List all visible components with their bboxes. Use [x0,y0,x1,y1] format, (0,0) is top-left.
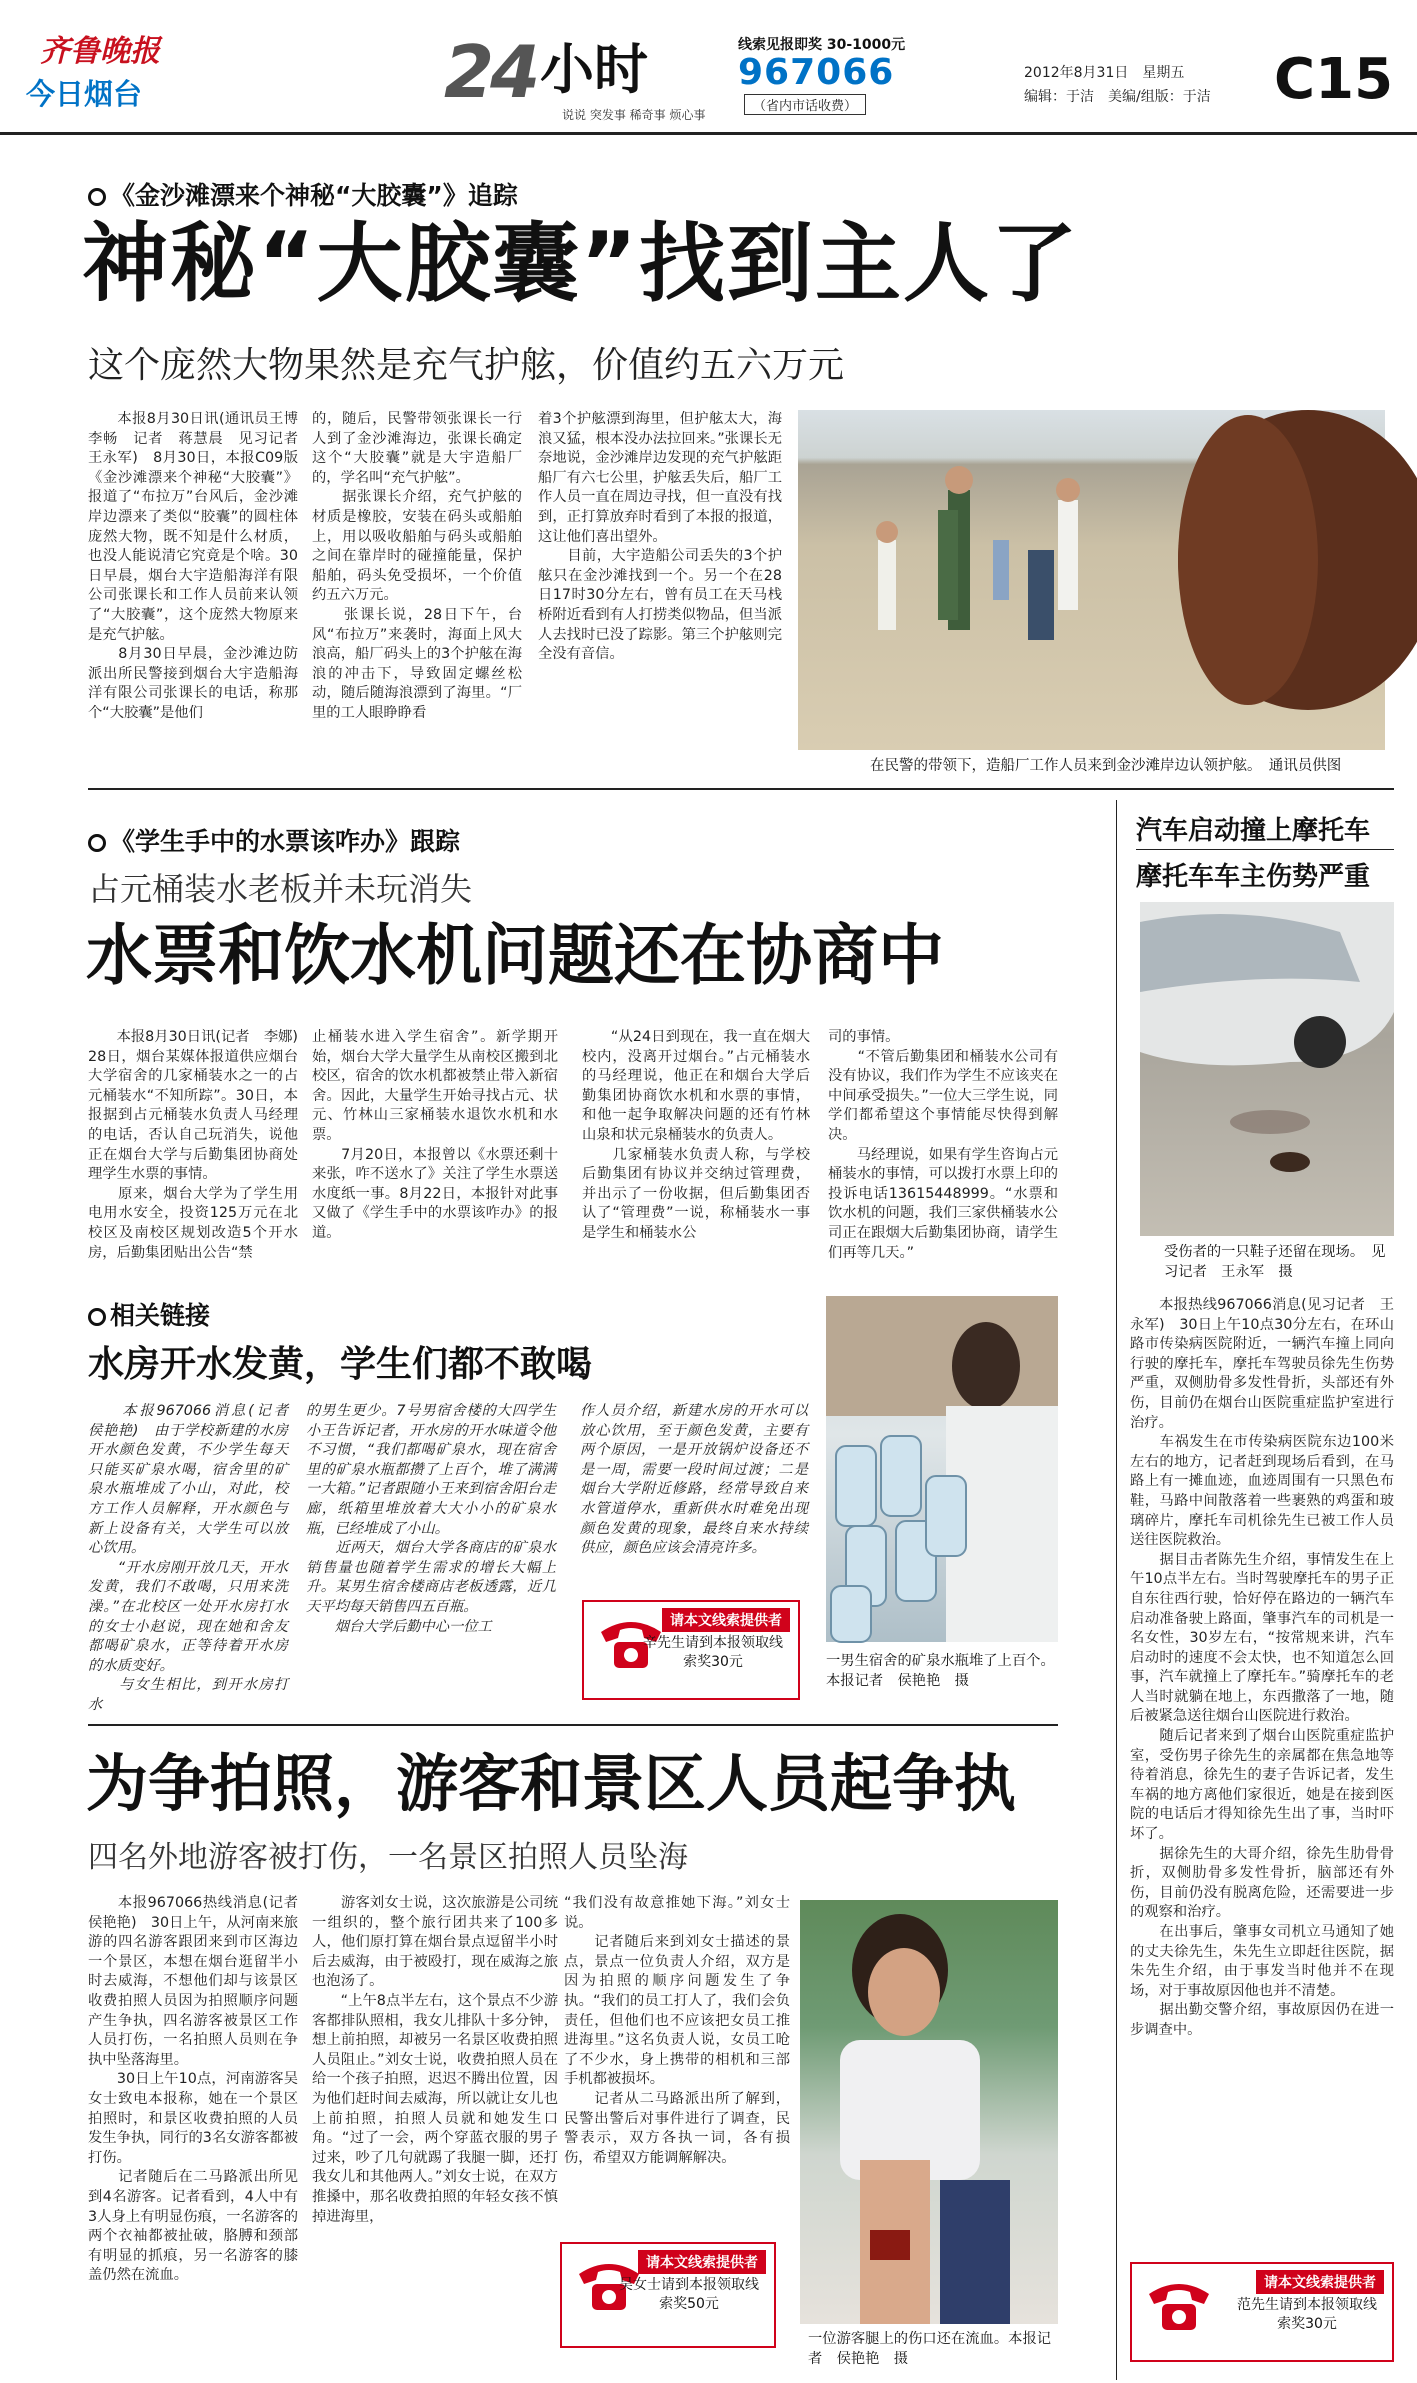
story1-col2: 的，随后，民警带领张课长一行人到了金沙滩海边，张课长确定这个“大胶囊”就是大宇造船厂的，学名叫“充气护舷”。 据张课长介绍，充气护舷的材质是橡胶，安装在码头或船舶上，用以吸收船舶与码头或船舶之间在靠岸时的碰撞能量，保护船舶，码头免受损坏，一个价值约五六万元。 张课长说，28日下午，台风“布拉万”来袭时，海面上风大浪高，船厂码头上的3个护舷在海浪的冲击下，导致固定螺丝松动，随后随海浪漂到了海里。“厂里的工人眼睁睁看 [312,411,522,721]
bullet-icon [88,834,106,852]
reward-text: 线索见报即奖 30-1000元 [738,37,906,53]
sidebar-col3: 作人员介绍，新建水房的开水可以放心饮用，至于颜色发黄，主要有两个原因，一是开放锅炉设备还不是一周，需要一段时间过渡；二是烟台大学附近修路，经常导致自来水管道停水，重新供水时难免出现颜色发黄的现象，最终自来水持续供应，颜色应该会清亮许多。 [580,1403,808,1557]
story3-photo-caption: 一位游客腿上的伤口还在流血。本报记者 侯艳艳 摄 [808,2331,1052,2367]
story1-col3: 着3个护舷漂到海里，但护舷太大，海浪又猛，根本没办法拉回来。”张课长无奈地说，金沙滩岸边发现的充气护舷距船厂有六七公里，护舷丢失后，船厂工作人员一直在周边寻找，但一直没有找到，正打算放弃时看到了本报的报道，这让他们喜出望外。 目前，大宇造船公司丢失的3个护舷只在金沙滩找到一个。另一个在28日17时30分左右，曾有员工在天马栈桥附近看到有人打捞类似物品，但当派人去找时已没了踪影。第三个护舷则完全没有音信。 [538,411,782,663]
story2-col4: 司的事情。 “不管后勤集团和桶装水公司有没有协议，我们作为学生不应该夹在中间承受损失。”一位大三学生说，同学们都希望这个事情能尽快得到解决。 马经理说，如果有学生咨询占元桶装水的事情，可以拨打水票上印的投诉电话13615448999。“水票和饮水机的问题，我们三家供桶装水公司正在跟烟大后勤集团协商，请学生们再等几天。” [828,1029,1058,1261]
side-story-hotline-box [1130,2262,1394,2362]
sidebar-photo-caption: 一男生宿舍的矿泉水瓶堆了上百个。本报记者 侯艳艳 摄 [826,1653,1055,1689]
injured-tourist-photo [800,1900,1058,2324]
side-headline-rule [1136,849,1394,850]
story1-photo-caption: 在民警的带领下，造船厂工作人员来到金沙滩岸边认领护舷。 通讯员供图 [870,758,1342,774]
brand-24: 24 [444,30,537,114]
story1-kicker: 《金沙滩漂来个神秘“大胶囊”》追踪 [88,176,518,212]
story1-headline: 神秘“大胶囊”找到主人了 [82,214,1080,314]
side-story-body: 本报热线967066消息(见习记者 王永军) 30日上午10点30分左右，在环山路市传染病医院附近，一辆汽车撞上同向行驶的摩托车，摩托车驾驶员徐先生伤势严重，双侧肋骨多发性骨折，头部还有外伤，目前仍在烟台山医院重症监护室进行治疗。 车祸发生在市传染病医院东边100米左右的地方，记者赶到现场后看到，在马路上有一摊血迹，血迹周围有一只黑色布鞋，马路中间散落着一些裹熟的鸡蛋和玻璃碎片，摩托车司机徐先生已被工作人员送往医院救治。 据目击者陈先生介绍，事情发生在上午10点半左右。当时驾驶摩托车的男子正自东往西行驶，恰好停在路边的一辆汽车启动准备驶上路面，肇事汽车的司机是一名女性，30岁左右，“按常规来讲，汽车启动时的速度不会太快，也不知道怎么回事，汽车就撞上了摩托车。”骑摩托车的老人当时就躺在地上，东西撒落了一地，随后被紧急送往烟台山医院进行救治。 随后记者来到了烟台山医院重症监护室，受伤男子徐先生的亲属都在焦急地等待着消息，徐先生的妻子告诉记者，发生车祸的地方离他们家很近，她是在接到医院的电话后才得知徐先生出了事，当时吓坏了。 据徐先生的大哥介绍，徐先生肋骨骨折，双侧肋骨多发性骨折，脑部还有外伤，目前仍没有脱离危险，还需要进一步的观察和治疗。 在出事后，肇事女司机立马通知了她的丈夫徐先生，朱先生立即赶往医院，据朱先生介绍，由于事发当时他并不在现场，对于事故原因他也并不清楚。 据出勤交警介绍，事故原因仍在进一步调查中。 [1130,1297,1394,2038]
hotline-note: （省内市话收费） [744,94,866,115]
bullet-icon [88,1308,106,1326]
header-rule [0,132,1417,135]
hotline-message: 吴女士请到本报领取线索奖50元 [619,2277,759,2312]
side-headline-1: 汽车启动撞上摩托车 [1136,816,1371,846]
story3-headline: 为争拍照，游客和景区人员起争执 [86,1747,1017,1820]
story1-subhead: 这个庞然大物果然是充气护舷，价值约五六万元 [88,345,845,386]
hotline-tag: 请本文线索提供者 [638,2250,766,2274]
story3-subhead: 四名外地游客被打伤，一名景区拍照人员坠海 [88,1840,688,1875]
right-column-rule [1116,800,1117,2380]
story3-col3: “我们没有故意推她下海。”刘女士说。 记者随后来到刘女士描述的景点，景点一位负责人介绍，双方是因为拍照的顺序问题发生了争执。“我们的员工打人了，我们会负责任，但他们也不应该把女员工推进海里。”这名负责人说，女员工呛了不少水，身上携带的相机和三部手机都被损坏。 记者从二马路派出所了解到，民警出警后对事件进行了调查，民警表示，双方各执一词，各有损伤，希望双方能调解解决。 [564,1895,790,2166]
divider-1 [88,788,1394,790]
story3-col2: 游客刘女士说，这次旅游是公司统一组织的，整个旅行团共来了100多人，他们原打算在烟台景点逗留半小时后去威海，由于被殴打，现在威海之旅也泡汤了。 “上午8点半左右，这个景点不少游客都排队照相，我女儿排队十多分钟，想上前拍照，却被另一名景区收费拍照人员阻止。”刘女士说，收费拍照人员在给一个孩子拍照，迟迟不腾出位置，因为他们赶时间去威海，所以就让女儿也上前拍照，拍照人员就和她发生口角。“过了一会，两个穿蓝衣服的男子过来，吵了几句就踢了我腿一脚，还打我女儿和其他两人。”刘女士说，在双方推搡中，那名收费拍照的年轻女孩不慎掉进海里， [312,1895,558,2225]
sidebar-hotline-box [582,1600,800,1700]
story2-col1: 本报8月30日讯(记者 李娜) 28日，烟台某媒体报道供应烟台大学宿舍的几家桶装水之一的占元桶装水“不知所踪”。30日，本报据到占元桶装水负责人马经理的电话，否认自己玩消失，说他正在烟台大学与后勤集团协商处理学生水票的事情。 原来，烟台大学为了学生用电用水安全，投资125万元在北校区及南校区规划改造5个开水房，后勤集团贴出公告“禁 [88,1029,299,1261]
water-bottles-photo [826,1296,1058,1642]
accident-photo-caption: 受伤者的一只鞋子还留在现场。 见习记者 王永军 摄 [1164,1244,1386,1280]
story2-col2: 止桶装水进入学生宿舍”。新学期开始，烟台大学大量学生从南校区搬到北校区，宿舍的饮水机都被禁止带入新宿舍。因此，大量学生开始寻找占元、状元、竹林山三家桶装水退饮水机和水票。 7月20日，本报曾以《水票还剩十来张，咋不送水了》关注了学生水票送水度纸一事。8月22日，本报针对此事又做了《学生手中的水票该咋办》的报道。 [312,1029,558,1241]
sidebar-headline: 水房开水发黄，学生们都不敢喝 [88,1344,593,1385]
editors: 编辑：于洁 美编/组版：于洁 [1024,89,1211,105]
paper-name-logo: 齐鲁晚报 [40,34,160,69]
divider-2 [88,1724,1058,1726]
sidebar-col1: 本报967066消息(记者 侯艳艳) 由于学校新建的水房开水颜色发黄，不少学生每天只能买矿泉水喝，宿舍里的矿泉水瓶堆成了小山，对此，校方工作人员解释，开水颜色与新上设备有关，大学生可以放心饮用。 “开水房刚开放几天，开水发黄，我们不敢喝，只用来洗澡。”在北校区一处开水房打水的女士小赵说，现在她和舍友都喝矿泉水，正等待着开水房的水质变好。 与女生相比，到开水房打水 [88,1403,288,1713]
story1-col1: 本报8月30日讯(通讯员王博 李畅 记者 蒋慧晨 见习记者 王永军) 8月30日，本报C09版《金沙滩漂来个神秘“大胶囊”》报道了“布拉万”台风后，金沙滩岸边漂来了类似“胶囊”的圆柱体庞然大物，既不知是什么材质，也没人能说清它究竟是个啥。30日早晨，烟台大宇造船海洋有限公司张课长和工作人员前来认领了“大胶囊”，这个庞然大物原来是充气护舷。 8月30日早晨，金沙滩边防派出所民警接到烟台大宇造船海洋有限公司张课长的电话，称那个“大胶囊”是他们 [88,411,298,721]
side-headline-2: 摩托车车主伤势严重 [1136,862,1371,892]
page-number: C15 [1274,47,1394,112]
accident-photo [1140,902,1394,1236]
story2-col3: “从24日到现在，我一直在烟大校内，没离开过烟台。”占元桶装水的马经理说，他正在和烟台大学后勤集团协商饮水机和水票的事情，和他一起争取解决问题的还有竹林山泉和状元泉桶装水的负责人。 几家桶装水负责人称，与学校后勤集团有协议并交纳过管理费，并出示了一份收据，但后勤集团否认了“管理费”一说，称桶装水一事是学生和桶装水公 [582,1029,810,1241]
brand-tagline: 说说 突发事 稀奇事 烦心事 [562,108,706,122]
story2-headline: 水票和饮水机问题还在协商中 [86,917,944,994]
story3-col1: 本报967066热线消息(记者 侯艳艳) 30日上午，从河南来旅游的四名游客跟团来到市区海边一个景区，本想在烟台逛留半小时去威海，不想他们却与该景区收费拍照人员因为拍照顺序问题产生争执，四名游客被景区工作人员打伤，一名拍照人员则在争执中坠落海里。 30日上午10点，河南游客吴女士致电本报称，她在一个景区拍照时，和景区收费拍照的人员发生争执，同行的3名女游客都被打伤。 记者随后在二马路派出所见到4名游客。记者看到，4人中有3人身上有明显伤痕，一名游客的两个衣袖都被扯破，胳膊和颈部有明显的抓痕，另一名游客的膝盖仍然在流血。 [88,1895,298,2284]
issue-date: 2012年8月31日 星期五 [1024,65,1185,81]
hotline-tag: 请本文线索提供者 [1256,2270,1384,2294]
story3-hotline-box [560,2242,776,2348]
bullet-icon [88,188,106,206]
fender-photo [798,410,1385,750]
section-name: 今日烟台 [26,77,143,111]
hotline-tag: 请本文线索提供者 [662,1608,790,1632]
masthead [0,0,1417,132]
hotline-message: 范先生请到本报领取线索奖30元 [1237,2297,1377,2332]
hotline-message: 辛先生请到本报领取线索奖30元 [643,1635,783,1670]
telephone-icon [1144,2274,1214,2334]
hotline-number: 967066 [738,52,895,93]
sidebar-col2: 的男生更少。7号男宿舍楼的大四学生小王告诉记者，开水房的开水味道令他不习惯，“我们都喝矿泉水，现在宿舍里的矿泉水瓶都攒了上百个，堆了满满一大箱。”记者跟随小王来到宿舍阳台走廊，纸箱里堆放着大大小小的矿泉水瓶，已经堆成了小山。 近两天，烟台大学各商店的矿泉水销售量也随着学生需求的增长大幅上升。某男生宿舍楼商店老板透露，近几天平均每天销售四五百瓶。 烟台大学后勤中心一位工 [306,1403,556,1635]
brand-hours: 小时 [540,38,648,101]
story2-subhead: 占元桶装水老板并未玩消失 [88,870,473,908]
story2-kicker: 《学生手中的水票该咋办》跟踪 [88,822,460,858]
sidebar-kicker: 相关链接 [88,1296,210,1332]
